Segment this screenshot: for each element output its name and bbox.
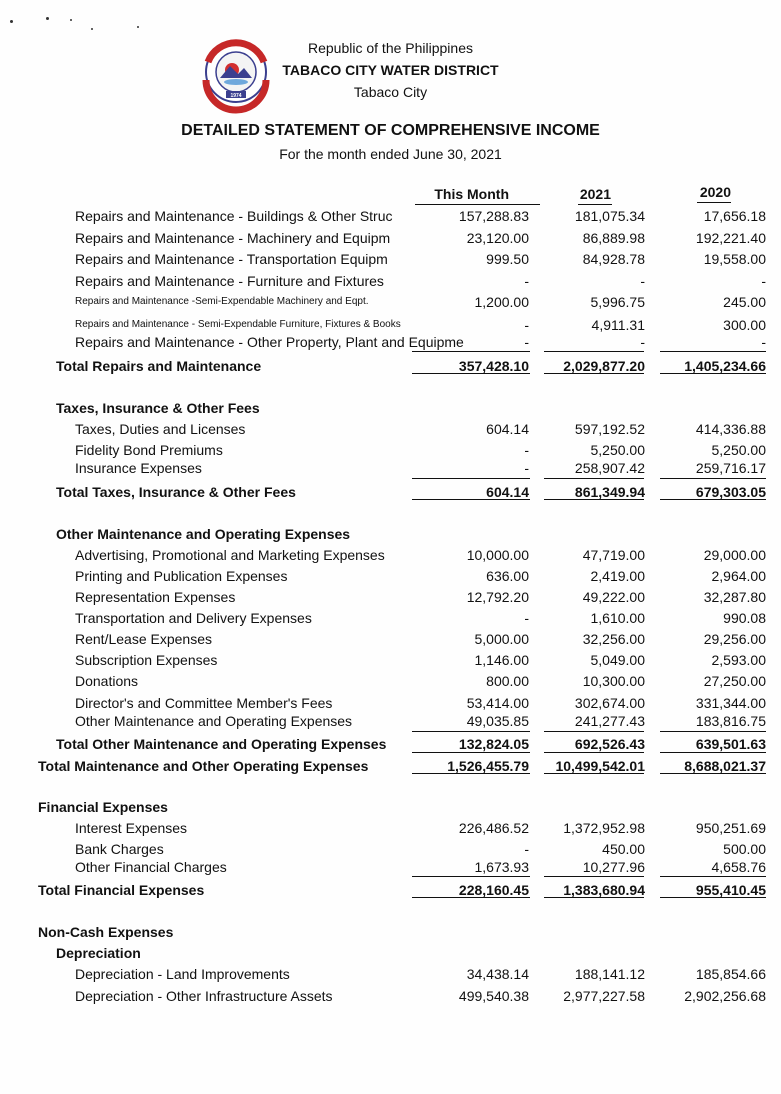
total-rule <box>660 773 766 774</box>
row-value-c2: 84,928.78 <box>582 251 645 267</box>
row-value-c2: 258,907.42 <box>574 460 645 476</box>
table-row <box>0 271 781 291</box>
row-value-c2: 86,889.98 <box>582 230 645 246</box>
row-value-c3: 245.00 <box>723 294 766 310</box>
row-label: Total Maintenance and Other Operating Expenses <box>38 758 369 774</box>
row-value-c1: 604.14 <box>486 484 529 500</box>
row-label: Director's and Committee Member's Fees <box>75 695 333 711</box>
table-row <box>0 566 781 586</box>
row-label: Fidelity Bond Premiums <box>75 442 223 458</box>
row-value-c3: 259,716.17 <box>695 460 766 476</box>
row-label: Depreciation - Other Infrastructure Assets <box>75 988 333 1004</box>
table-row <box>0 545 781 565</box>
row-value-c1: 1,673.93 <box>474 859 529 875</box>
row-value-c1: 10,000.00 <box>466 547 529 563</box>
row-value-c3: 2,964.00 <box>711 568 766 584</box>
row-label: Repairs and Maintenance -Semi-Expendable Machinery and Eqpt. <box>75 296 369 307</box>
row-label: Total Financial Expenses <box>38 882 205 898</box>
row-value-c2: 5,996.75 <box>590 294 645 310</box>
scan-speck <box>137 26 139 28</box>
header-city: Tabaco City <box>353 84 428 100</box>
total-rule <box>544 897 644 898</box>
row-value-c2: 2,419.00 <box>590 568 645 584</box>
row-value-c3: 2,593.00 <box>711 652 766 668</box>
row-value-c2: 241,277.43 <box>574 713 645 729</box>
table-row <box>0 206 781 226</box>
row-value-c1: 499,540.38 <box>458 988 529 1004</box>
header-republic: Republic of the Philippines <box>308 40 473 56</box>
row-value-c2: 597,192.52 <box>574 421 645 437</box>
row-label: Repairs and Maintenance - Other Property, Plant and Equipme <box>75 334 464 350</box>
subtotal-rule <box>544 752 644 753</box>
table-row <box>0 587 781 607</box>
row-label: Other Maintenance and Operating Expenses <box>75 713 353 729</box>
subtotal-rule <box>412 731 530 732</box>
row-value-c3: - <box>761 334 766 350</box>
scan-speck <box>70 19 72 21</box>
table-row <box>0 711 781 731</box>
total-rule <box>660 373 766 374</box>
row-value-c1: 999.50 <box>486 251 529 267</box>
subtotal-rule <box>544 876 644 877</box>
table-row <box>0 292 781 312</box>
row-label: Depreciation <box>56 945 141 961</box>
subtotal-rule <box>660 731 766 732</box>
row-value-c2: 5,250.00 <box>590 442 645 458</box>
row-value-c3: 955,410.45 <box>695 882 766 898</box>
row-label: Total Taxes, Insurance & Other Fees <box>56 484 296 500</box>
row-label: Advertising, Promotional and Marketing Expenses <box>75 547 385 563</box>
row-value-c1: 1,146.00 <box>474 652 529 668</box>
row-value-c1: 157,288.83 <box>458 208 529 224</box>
row-value-c2: 450.00 <box>602 841 645 857</box>
row-value-c2: 1,383,680.94 <box>563 882 645 898</box>
table-row <box>0 440 781 460</box>
row-value-c2: 692,526.43 <box>574 736 645 752</box>
subtotal-rule <box>412 876 530 877</box>
subtotal-rule <box>412 752 530 753</box>
table-row <box>0 332 781 352</box>
row-value-c1: - <box>524 442 529 458</box>
row-value-c1: 636.00 <box>486 568 529 584</box>
table-row <box>0 671 781 691</box>
row-value-c2: 4,911.31 <box>591 317 645 333</box>
row-value-c2: - <box>640 273 645 289</box>
row-value-c1: 357,428.10 <box>458 358 529 374</box>
scan-speck <box>46 17 49 20</box>
row-value-c1: - <box>524 841 529 857</box>
column-header-this-month: This Month <box>434 186 509 202</box>
row-value-c2: 861,349.94 <box>574 484 645 500</box>
row-value-c1: 604.14 <box>486 421 529 437</box>
row-value-c3: 414,336.88 <box>695 421 766 437</box>
row-value-c1: 53,414.00 <box>466 695 529 711</box>
column-header-2021: 2021 <box>579 186 611 202</box>
total-rule <box>412 897 530 898</box>
row-value-c3: 8,688,021.37 <box>684 758 766 774</box>
table-row <box>0 608 781 628</box>
row-label: Total Repairs and Maintenance <box>56 358 262 374</box>
row-value-c1: 23,120.00 <box>466 230 529 246</box>
table-row <box>0 986 781 1006</box>
row-label: Other Financial Charges <box>75 859 227 875</box>
subtotal-rule <box>660 752 766 753</box>
row-value-c2: - <box>640 334 645 350</box>
row-label: Rent/Lease Expenses <box>75 631 212 647</box>
row-value-c2: 188,141.12 <box>574 966 645 982</box>
row-value-c2: 10,277.96 <box>582 859 645 875</box>
row-label: Financial Expenses <box>38 799 168 815</box>
total-rule <box>544 499 644 500</box>
table-row <box>0 734 781 754</box>
row-label: Bank Charges <box>75 841 164 857</box>
row-value-c3: 300.00 <box>723 317 766 333</box>
table-row <box>0 693 781 713</box>
row-value-c2: 47,719.00 <box>582 547 645 563</box>
statement-title: DETAILED STATEMENT OF COMPREHENSIVE INCOME <box>181 122 600 139</box>
row-value-c1: - <box>524 317 529 333</box>
row-label: Donations <box>75 673 139 689</box>
row-value-c2: 1,610.00 <box>590 610 645 626</box>
header-agency-name: TABACO CITY WATER DISTRICT <box>282 62 499 78</box>
statement-period: For the month ended June 30, 2021 <box>279 146 502 162</box>
subtotal-rule <box>660 351 766 352</box>
table-row <box>0 249 781 269</box>
table-row <box>0 524 781 544</box>
row-label: Repairs and Maintenance - Machinery and Equipm <box>75 230 391 246</box>
scan-speck <box>10 20 13 23</box>
row-value-c1: 1,526,455.79 <box>447 758 529 774</box>
row-value-c1: 1,200.00 <box>474 294 529 310</box>
subtotal-rule <box>660 876 766 877</box>
row-value-c3: 990.08 <box>723 610 766 626</box>
row-value-c3: 192,221.40 <box>695 230 766 246</box>
total-rule <box>544 773 644 774</box>
row-label: Non-Cash Expenses <box>38 924 174 940</box>
column-header-underline <box>415 204 540 205</box>
row-value-c3: 639,501.63 <box>695 736 766 752</box>
table-row <box>0 943 781 963</box>
row-value-c3: 331,344.00 <box>695 695 766 711</box>
row-value-c3: 183,816.75 <box>695 713 766 729</box>
table-row <box>0 964 781 984</box>
row-value-c3: - <box>761 273 766 289</box>
row-value-c3: 5,250.00 <box>711 442 766 458</box>
scan-speck <box>91 28 93 30</box>
row-label: Total Other Maintenance and Operating Expenses <box>56 736 387 752</box>
row-value-c3: 500.00 <box>723 841 766 857</box>
table-row <box>0 458 781 478</box>
row-label: Other Maintenance and Operating Expenses <box>56 526 351 542</box>
subtotal-rule <box>544 351 644 352</box>
row-label: Printing and Publication Expenses <box>75 568 288 584</box>
row-value-c3: 29,000.00 <box>703 547 766 563</box>
row-label: Repairs and Maintenance - Semi-Expendable Furniture, Fixtures & Books <box>75 319 401 330</box>
row-value-c1: 228,160.45 <box>458 882 529 898</box>
subtotal-rule <box>660 478 766 479</box>
table-row <box>0 818 781 838</box>
row-label: Taxes, Duties and Licenses <box>75 421 246 437</box>
subtotal-rule <box>544 731 644 732</box>
table-row <box>0 797 781 817</box>
row-value-c1: - <box>524 334 529 350</box>
row-value-c1: 5,000.00 <box>474 631 529 647</box>
row-value-c3: 17,656.18 <box>703 208 766 224</box>
table-row <box>0 228 781 248</box>
row-label: Representation Expenses <box>75 589 236 605</box>
row-value-c1: - <box>524 460 529 476</box>
row-value-c2: 49,222.00 <box>582 589 645 605</box>
row-label: Repairs and Maintenance - Buildings & Other Struc <box>75 208 393 224</box>
row-value-c3: 185,854.66 <box>695 966 766 982</box>
row-value-c3: 679,303.05 <box>695 484 766 500</box>
row-value-c1: 12,792.20 <box>466 589 529 605</box>
svg-text:1974: 1974 <box>230 93 242 99</box>
row-value-c3: 1,405,234.66 <box>684 358 766 374</box>
row-label: Repairs and Maintenance - Furniture and Fixtures <box>75 273 384 289</box>
row-value-c1: 226,486.52 <box>458 820 529 836</box>
table-row <box>0 398 781 418</box>
row-value-c2: 1,372,952.98 <box>563 820 645 836</box>
row-label: Taxes, Insurance & Other Fees <box>56 400 260 416</box>
column-header-underline <box>578 204 612 205</box>
column-header-2020: 2020 <box>699 184 731 200</box>
row-value-c3: 950,251.69 <box>695 820 766 836</box>
row-label: Interest Expenses <box>75 820 188 836</box>
row-value-c2: 10,300.00 <box>582 673 645 689</box>
row-value-c1: 132,824.05 <box>458 736 529 752</box>
row-value-c2: 2,977,227.58 <box>563 988 645 1004</box>
table-row <box>0 839 781 859</box>
total-rule <box>544 373 644 374</box>
row-label: Transportation and Delivery Expenses <box>75 610 312 626</box>
row-value-c2: 181,075.34 <box>574 208 645 224</box>
row-value-c2: 5,049.00 <box>590 652 645 668</box>
row-label: Subscription Expenses <box>75 652 218 668</box>
subtotal-rule <box>544 478 644 479</box>
row-value-c3: 29,256.00 <box>703 631 766 647</box>
table-row <box>0 629 781 649</box>
table-row <box>0 419 781 439</box>
row-value-c3: 2,902,256.68 <box>684 988 766 1004</box>
total-rule <box>412 499 530 500</box>
total-rule <box>660 897 766 898</box>
subtotal-rule <box>412 478 530 479</box>
total-rule <box>412 773 530 774</box>
row-label: Depreciation - Land Improvements <box>75 966 290 982</box>
row-value-c1: 800.00 <box>486 673 529 689</box>
row-value-c3: 32,287.80 <box>703 589 766 605</box>
row-value-c3: 27,250.00 <box>703 673 766 689</box>
row-label: Insurance Expenses <box>75 460 202 476</box>
row-label: Repairs and Maintenance - Transportation Equipm <box>75 251 388 267</box>
total-rule <box>660 499 766 500</box>
total-rule <box>412 373 530 374</box>
column-header-underline <box>697 202 731 203</box>
row-value-c1: 49,035.85 <box>466 713 529 729</box>
table-row <box>0 857 781 877</box>
row-value-c2: 10,499,542.01 <box>555 758 645 774</box>
row-value-c3: 19,558.00 <box>703 251 766 267</box>
row-value-c2: 302,674.00 <box>574 695 645 711</box>
table-row <box>0 650 781 670</box>
row-value-c1: - <box>524 610 529 626</box>
subtotal-rule <box>412 351 530 352</box>
row-value-c3: 4,658.76 <box>711 859 766 875</box>
row-value-c2: 32,256.00 <box>582 631 645 647</box>
row-value-c1: 34,438.14 <box>466 966 529 982</box>
row-value-c1: - <box>524 273 529 289</box>
table-row <box>0 922 781 942</box>
row-value-c2: 2,029,877.20 <box>563 358 645 374</box>
